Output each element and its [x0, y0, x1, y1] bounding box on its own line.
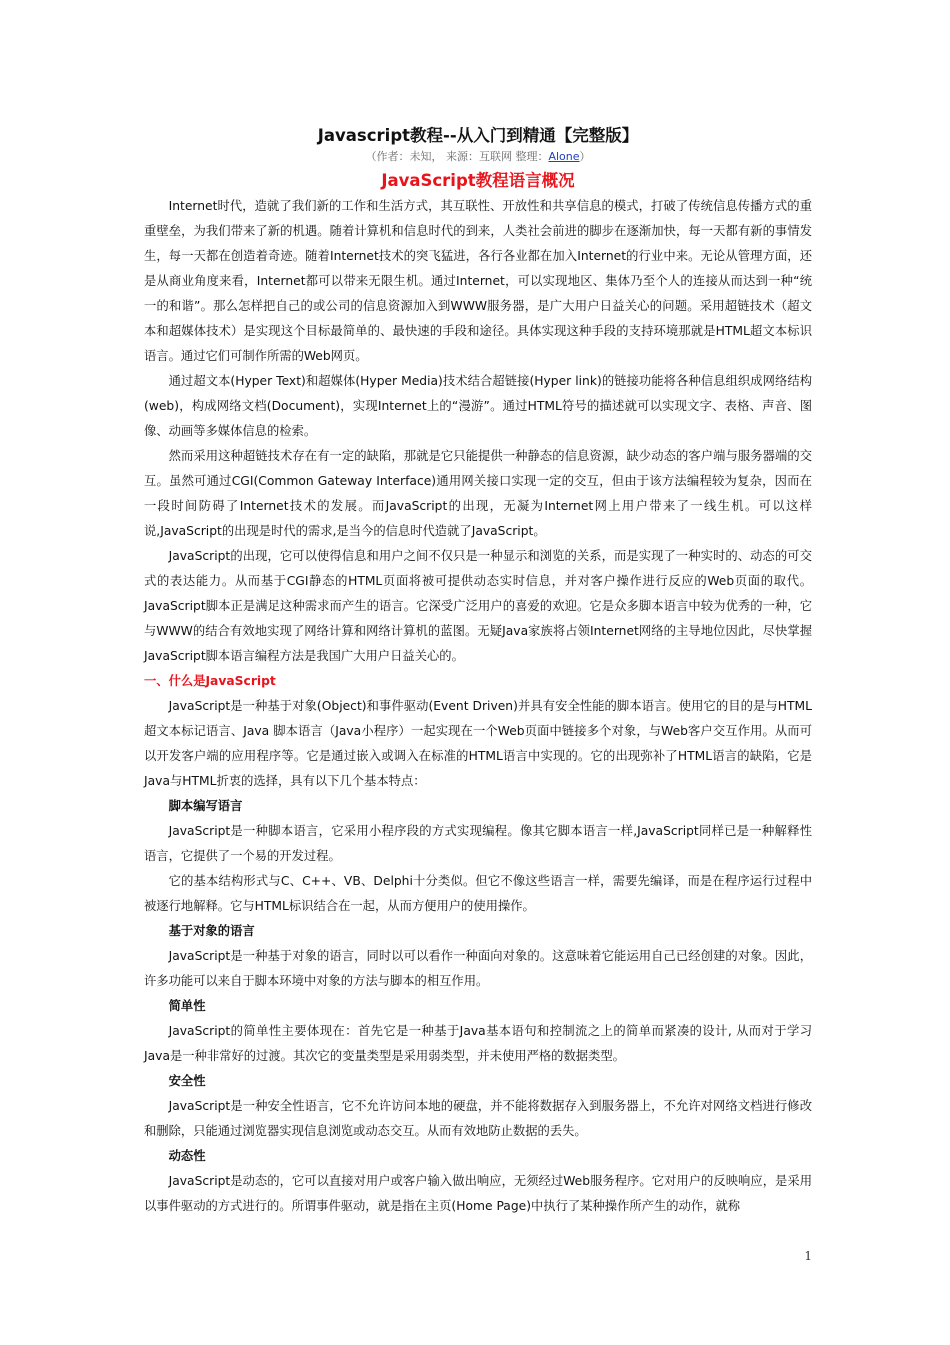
- feature-paragraph-security: JavaScript是一种安全性语言，它不允许访问本地的硬盘，并不能将数据存入到服务器上，不允许对网络文档进行修改和删除，只能通过浏览器实现信息浏览或动态交互。从而有效地防止数据的丢失。: [144, 1099, 812, 1138]
- feature-heading-simplicity: 简单性: [168, 999, 206, 1013]
- feature-heading-object-based: 基于对象的语言: [168, 924, 255, 938]
- feature-paragraph-simplicity: JavaScript的简单性主要体现在：首先它是一种基于Java基本语句和控制流之上的简单而紧凑的设计, 从而对于学习Java是一种非常好的过渡。其次它的变量类型是采用弱类型，并未使用严格的数据类型。: [144, 1024, 812, 1063]
- intro-paragraph-4: JavaScript的出现，它可以使得信息和用户之间不仅只是一种显示和浏览的关系，而是实现了一种实时的、动态的可交式的表达能力。从而基于CGI静态的HTML页面将被可提供动态实时信息，并对客户操作进行反应的Web页面的取代。JavaScript脚本正是满足这种需求而产生的语言。它深受广泛用户的喜爱的欢迎。它是众多脚本语言中较为优秀的一种，它与WWW的结合有效地实现了网络计算和网络计算机的蓝图。无疑Java家族将占领Internet网络的主导地位因此，尽快掌握JavaScript脚本语言编程方法是我国广大用户日益关心的。: [144, 549, 812, 663]
- page-number: 1: [804, 1249, 812, 1263]
- feature-paragraph-scripting-2: 它的基本结构形式与C、C++、VB、Delphi十分类似。但它不像这些语言一样，需要先编译，而是在程序运行过程中被逐行地解释。它与HTML标识结合在一起，从而方便用户的使用操作。: [144, 874, 812, 913]
- author-link[interactable]: Alone: [548, 150, 580, 163]
- document-title: Javascript教程--从入门到精通【完整版】: [317, 126, 639, 145]
- feature-paragraph-object-based: JavaScript是一种基于对象的语言，同时以可以看作一种面向对象的。这意味着它能运用自己已经创建的对象。因此，许多功能可以来自于脚本环境中对象的方法与脚本的相互作用。: [144, 949, 812, 988]
- document-body: [144, 124, 812, 1219]
- intro-paragraph-3: 然而采用这种超链技术存在有一定的缺陷，那就是它只能提供一种静态的信息资源，缺少动态的客户端与服务器端的交互。虽然可通过CGI(Common Gateway Interface)通用网关接口实现一定的交互，但由于该方法编程较为复杂，因而在一段时间防碍了Internet技术的发展。而JavaScript的出现，无凝为Internet网上用户带来了一线生机。可以这样说,JavaScript的出现是时代的需求,是当今的信息时代造就了JavaScript。: [144, 449, 812, 538]
- byline-suffix: ）: [579, 150, 591, 163]
- section-paragraph-what-is-javascript: JavaScript是一种基于对象(Object)和事件驱动(Event Driven)并具有安全性能的脚本语言。使用它的目的是与HTML超文本标记语言、Java 脚本语言（Java小程序）一起实现在一个Web页面中链接多个对象，与Web客户交互作用。从而可以开发客户端的应用程序等。它是通过嵌入或调入在标准的HTML语言中实现的。它的出现弥补了HTML语言的缺陷，它是Java与HTML折衷的选择，具有以下几个基本特点：: [144, 699, 812, 788]
- feature-heading-dynamic: 动态性: [168, 1149, 206, 1163]
- intro-paragraph-1: Internet时代，造就了我们新的工作和生活方式，其互联性、开放性和共享信息的模式，打破了传统信息传播方式的重重壁垒，为我们带来了新的机遇。随着计算机和信息时代的到来，人类社会前进的脚步在逐渐加快，每一天都有新的事情发生，每一天都在创造着奇迹。随着Internet技术的突飞猛进，各行各业都在加入Internet的行业中来。无论从管理方面，还是从商业角度来看，Internet都可以带来无限生机。通过Internet，可以实现地区、集体乃至个人的连接从而达到一种“统一的和谐”。那么怎样把自己的或公司的信息资源加入到WWW服务器，是广大用户日益关心的问题。采用超链技术（超文本和超媒体技术）是实现这个目标最简单的、最快速的手段和途径。具体实现这种手段的支持环境那就是HTML超文本标识语言。通过它们可制作所需的Web网页。: [144, 199, 812, 363]
- feature-heading-security: 安全性: [168, 1074, 206, 1088]
- byline: [144, 148, 812, 166]
- feature-heading-scripting: 脚本编写语言: [168, 799, 243, 813]
- section-heading-what-is-javascript: 一、什么是JavaScript: [144, 674, 276, 688]
- intro-paragraph-2: 通过超文本(Hyper Text)和超媒体(Hyper Media)技术结合超链接(Hyper link)的链接功能将各种信息组织成网络结构(web)，构成网络文档(Document)，实现Internet上的“漫游”。通过HTML符号的描述就可以实现文字、表格、声音、图像、动画等多媒体信息的检索。: [144, 374, 812, 438]
- feature-paragraph-dynamic: JavaScript是动态的，它可以直接对用户或客户输入做出响应，无须经过Web服务程序。它对用户的反映响应，是采用以事件驱动的方式进行的。所谓事件驱动，就是指在主页(Home Page)中执行了某种操作所产生的动作，就称: [144, 1174, 812, 1213]
- feature-paragraph-scripting-1: JavaScript是一种脚本语言，它采用小程序段的方式实现编程。像其它脚本语言一样,JavaScript同样已是一种解释性语言，它提供了一个易的开发过程。: [144, 824, 812, 863]
- byline-prefix: （作者：未知， 来源：互联网 整理：: [365, 150, 549, 163]
- document-subtitle: JavaScript教程语言概况: [381, 171, 575, 190]
